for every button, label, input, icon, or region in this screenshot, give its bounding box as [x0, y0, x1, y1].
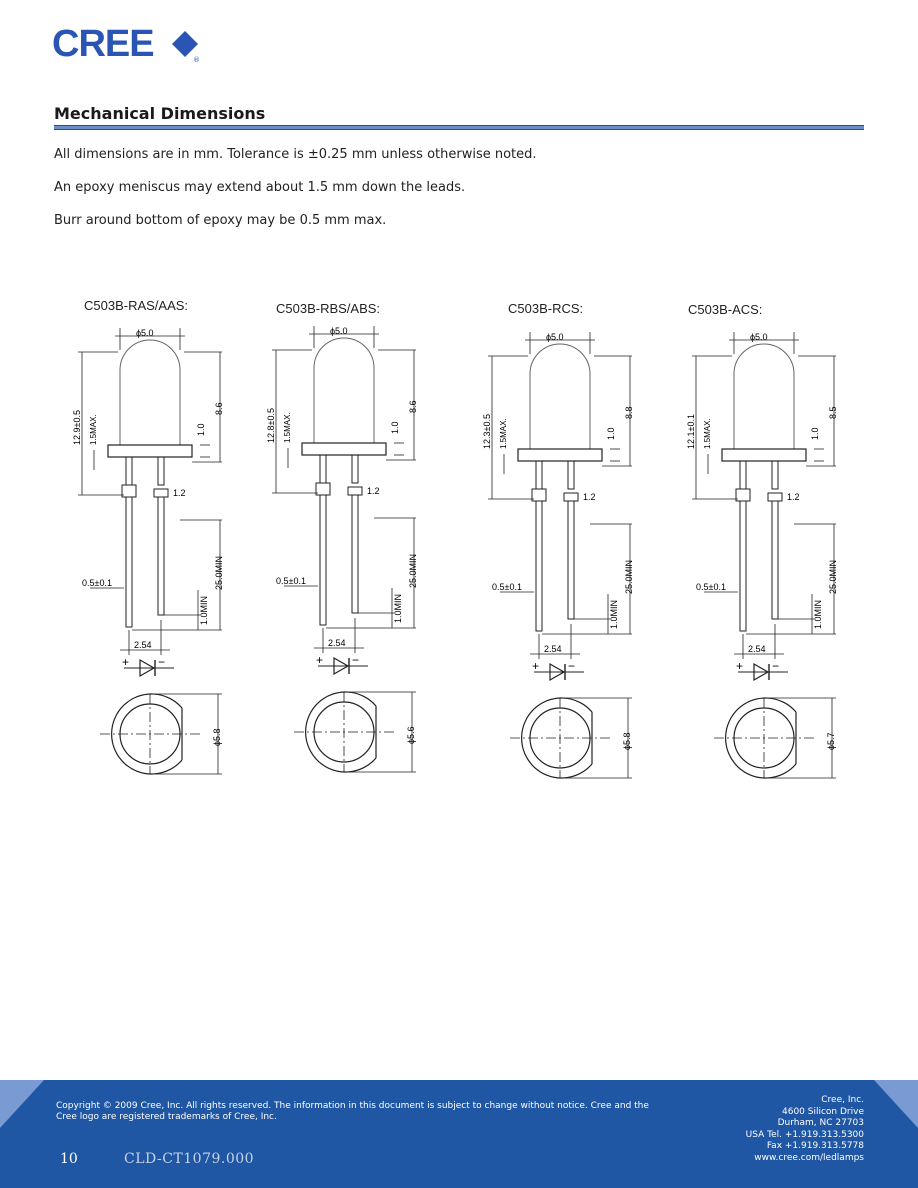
- dim-height: 8.5: [828, 406, 838, 419]
- dim-flange: 1.0: [196, 423, 206, 436]
- footer-corner-right: [858, 1080, 918, 1160]
- company-address: [746, 1095, 864, 1164]
- section-title: Mechanical Dimensions: [54, 104, 266, 123]
- dim-height: 8.6: [214, 402, 224, 415]
- dim-pitch: 2.54: [544, 644, 562, 654]
- dim-meniscus: 1.5MAX.: [89, 414, 98, 445]
- part-label: C503B-RBS/ABS:: [276, 301, 381, 316]
- dim-lead-width: 0.5±0.1: [492, 582, 522, 592]
- dim-top-diameter: ϕ5.0: [750, 332, 768, 342]
- led-outline: [272, 326, 416, 772]
- dim-lead-gap: 1.0MIN: [609, 599, 619, 629]
- address-street: 4600 Silicon Drive: [782, 1106, 864, 1117]
- dim-pitch: 2.54: [134, 640, 152, 650]
- part-label: C503B-RCS:: [508, 301, 584, 316]
- registered-mark: ®: [193, 56, 200, 64]
- dim-standoff: 1.2: [173, 488, 186, 498]
- dim-flange: 1.0: [810, 427, 820, 440]
- dim-meniscus: 1.5MAX.: [283, 412, 292, 443]
- address-company: Cree, Inc.: [821, 1095, 864, 1105]
- led-outline: [488, 332, 632, 778]
- page-number: 10: [60, 1151, 78, 1167]
- drawing-c503b-ras-aas: [72, 298, 224, 774]
- dim-body: 12.9±0.5: [72, 410, 82, 445]
- footer-corner-left: [0, 1080, 60, 1160]
- dim-lead-gap: 1.0MIN: [813, 599, 823, 629]
- dim-height: 8.8: [624, 406, 634, 419]
- polarity-plus: +: [316, 653, 324, 667]
- dim-top-diameter: ϕ5.0: [546, 332, 564, 342]
- address-fax: Fax +1.919.313.5778: [766, 1141, 864, 1151]
- dim-lead-width: 0.5±0.1: [82, 578, 112, 588]
- polarity-plus: +: [532, 659, 540, 673]
- dim-lead-width: 0.5±0.1: [696, 582, 726, 592]
- part-label: C503B-RAS/AAS:: [84, 298, 189, 313]
- dim-top-diameter: ϕ5.0: [330, 326, 348, 336]
- dim-pitch: 2.54: [328, 638, 346, 648]
- cree-logo: [52, 22, 212, 66]
- polarity-plus: +: [736, 659, 744, 673]
- polarity-minus: −: [568, 659, 576, 673]
- cree-diamond-icon: [172, 31, 198, 57]
- dim-lead-length: 25.0MIN: [214, 555, 224, 590]
- polarity-plus: +: [122, 655, 130, 669]
- dim-body: 12.3±0.5: [482, 414, 492, 449]
- dim-standoff: 1.2: [787, 492, 800, 502]
- polarity-minus: −: [352, 653, 360, 667]
- dim-body: 12.8±0.5: [266, 408, 276, 443]
- dim-base-diameter: ϕ5.6: [406, 726, 416, 744]
- dim-meniscus: 1.5MAX.: [703, 418, 712, 449]
- document-id: CLD-CT1079.000: [124, 1151, 255, 1167]
- dim-flange: 1.0: [606, 427, 616, 440]
- dim-height: 8.6: [408, 400, 418, 413]
- polarity-minus: −: [158, 655, 166, 669]
- note-burr: Burr around bottom of epoxy may be 0.5 mm max.: [54, 213, 387, 228]
- dim-meniscus: 1.5MAX.: [499, 418, 508, 449]
- dim-base-diameter: ϕ5.7: [826, 732, 836, 750]
- dim-lead-width: 0.5±0.1: [276, 576, 306, 586]
- note-meniscus: An epoxy meniscus may extend about 1.5 mm down the leads.: [54, 180, 466, 195]
- drawing-c503b-rcs: [482, 301, 634, 778]
- drawing-c503b-acs: [686, 302, 838, 778]
- dim-flange: 1.0: [390, 421, 400, 434]
- led-outline: [692, 332, 836, 778]
- dim-lead-gap: 1.0MIN: [199, 595, 209, 625]
- copyright-notice: Copyright © 2009 Cree, Inc. All rights reserved. The information in this document is subject to change without notice. Cree and the Cree logo are registered trademarks of Cree, Inc.: [56, 1101, 649, 1122]
- dim-pitch: 2.54: [748, 644, 766, 654]
- led-outline: [78, 328, 222, 774]
- dim-standoff: 1.2: [367, 486, 380, 496]
- cree-logo-wordmark: CREE: [52, 23, 154, 65]
- title-rule: [54, 125, 864, 130]
- mechanical-drawings: [60, 290, 860, 790]
- polarity-minus: −: [772, 659, 780, 673]
- dim-base-diameter: ϕ5.8: [212, 728, 222, 746]
- dim-body: 12.1±0.1: [686, 414, 696, 449]
- dim-lead-length: 25.0MIN: [408, 553, 418, 588]
- dim-base-diameter: ϕ5.8: [622, 732, 632, 750]
- note-dimensions: All dimensions are in mm. Tolerance is ±0.25 mm unless otherwise noted.: [54, 147, 537, 162]
- dim-lead-gap: 1.0MIN: [393, 593, 403, 623]
- dim-standoff: 1.2: [583, 492, 596, 502]
- address-website[interactable]: www.cree.com/ledlamps: [754, 1152, 864, 1163]
- part-label: C503B-ACS:: [688, 302, 763, 317]
- address-phone: USA Tel. +1.919.313.5300: [745, 1129, 864, 1140]
- dim-top-diameter: ϕ5.0: [136, 328, 154, 338]
- dim-lead-length: 25.0MIN: [828, 559, 838, 594]
- address-city: Durham, NC 27703: [777, 1118, 864, 1128]
- drawing-c503b-rbs-abs: [266, 301, 418, 772]
- dim-lead-length: 25.0MIN: [624, 559, 634, 594]
